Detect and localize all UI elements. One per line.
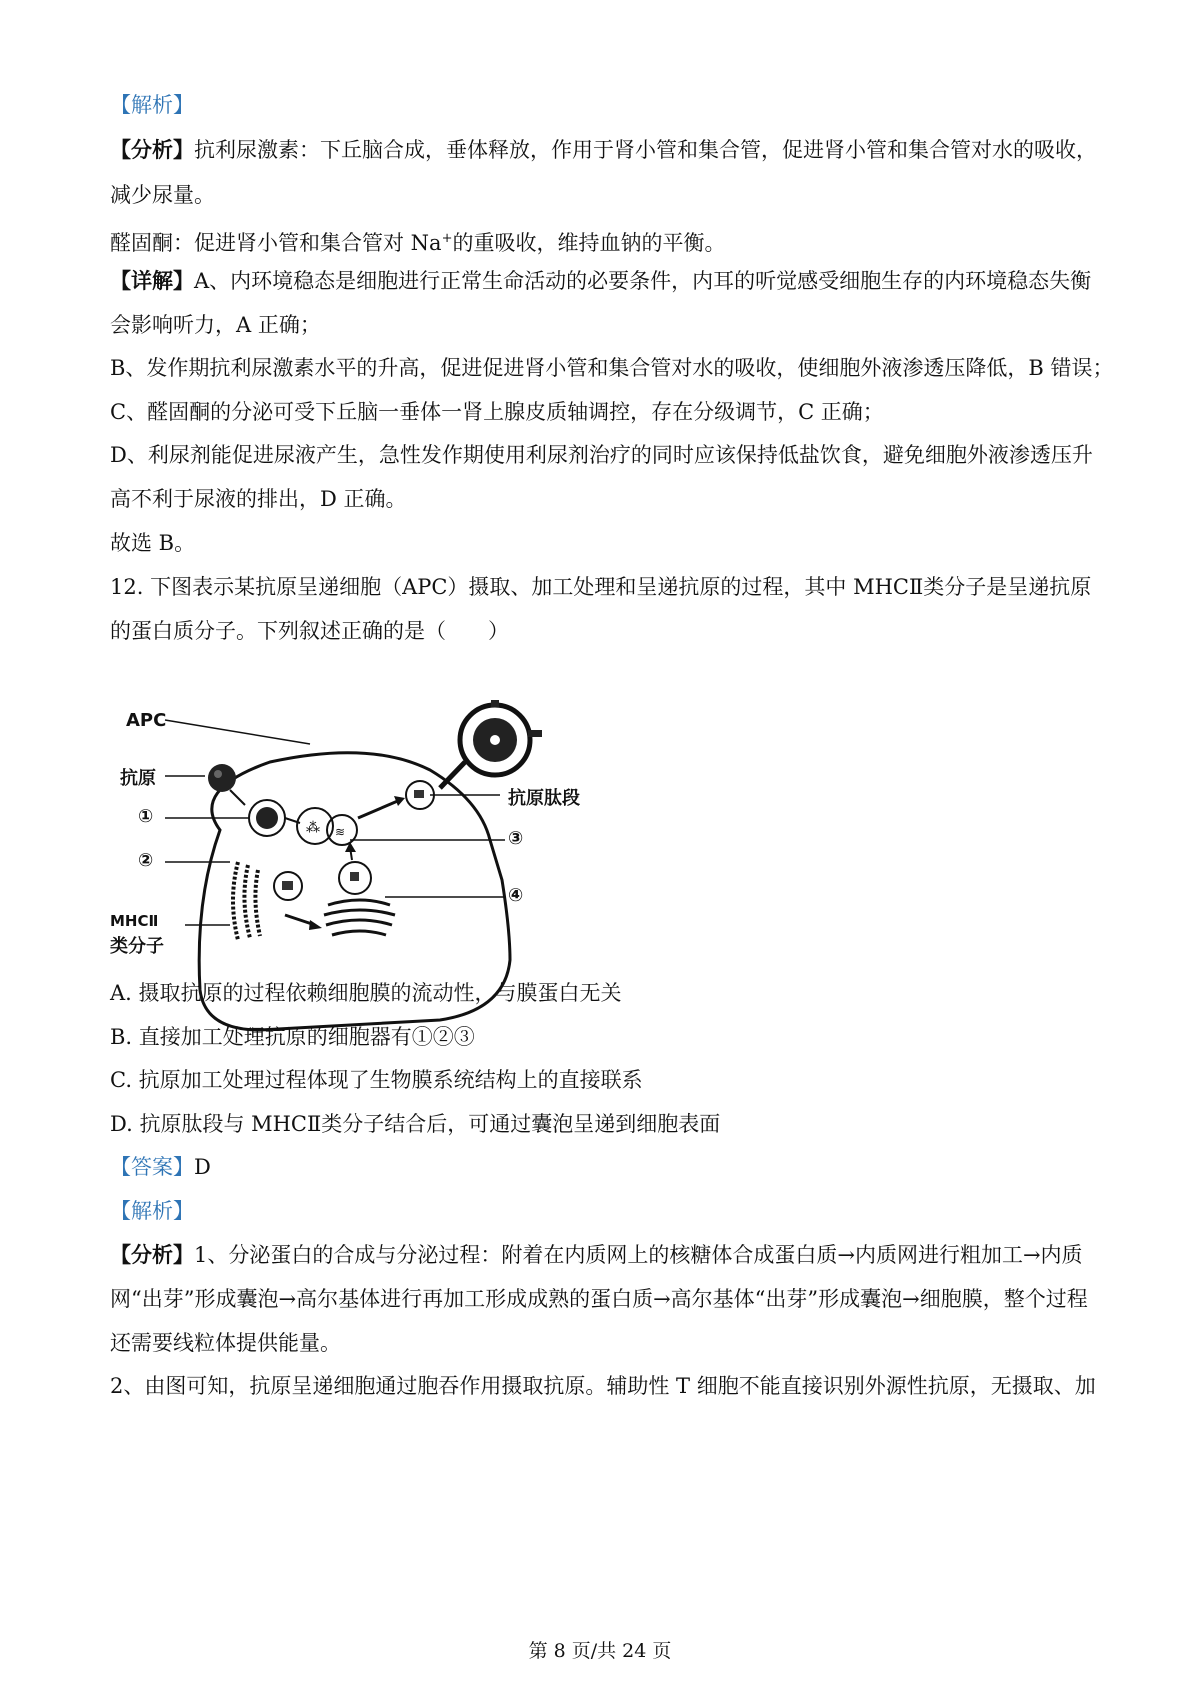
- label-1: ①: [138, 806, 154, 827]
- label-mhc-line2: 类分子: [110, 936, 164, 957]
- superscript: +: [441, 231, 453, 246]
- fenxi-tag: 【分析】: [110, 137, 194, 162]
- fragments: ⁂: [306, 820, 320, 836]
- text-line: 高不利于尿液的排出，D 正确。: [110, 487, 407, 511]
- text-span: A、内环境稳态是细胞进行正常生命活动的必要条件，内耳的听觉感受细胞生存的内环境稳态失衡: [194, 269, 1092, 293]
- text-span: 1、分泌蛋白的合成与分泌过程：附着在内质网上的核糖体合成蛋白质→内质网进行粗加工→内质: [194, 1243, 1083, 1267]
- text-line: 网“出芽”形成囊泡→高尔基体进行再加工形成成熟的蛋白质→高尔基体“出芽”形成囊泡→细胞膜，整个过程: [110, 1287, 1088, 1311]
- label-3: ③: [508, 828, 524, 849]
- golgi-apparatus: [324, 900, 395, 935]
- question-12-line1: 12. 下图表示某抗原呈递细胞（APC）摄取、加工处理和呈递抗原的过程，其中 MHCⅡ类分子是呈递抗原: [110, 575, 1092, 599]
- question-12-line2: 的蛋白质分子。下列叙述正确的是（ ）: [110, 619, 509, 643]
- fragments: ≋: [335, 825, 346, 839]
- analysis-heading-2: [110, 1196, 1100, 1226]
- analysis-tag: 【解析】: [110, 1199, 194, 1223]
- t-cell-center: [490, 735, 500, 745]
- answer-line: [110, 1152, 1100, 1182]
- label-peptide: 抗原肽段: [508, 788, 580, 809]
- arrow: [358, 800, 400, 818]
- text-line: [110, 266, 1100, 296]
- option-b: B. 直接加工处理抗原的细胞器有①②③: [110, 1025, 475, 1049]
- text-line: 2、由图可知，抗原呈递细胞通过胞吞作用摄取抗原。辅助性 T 细胞不能直接识别外源性抗原，无摄取、加: [110, 1374, 1096, 1398]
- text-span: 醛固酮：促进肾小管和集合管对 Na: [110, 231, 442, 255]
- label-4: ④: [508, 885, 524, 906]
- label-2: ②: [138, 850, 154, 871]
- arrowhead: [309, 920, 322, 930]
- answer-value: D: [194, 1155, 211, 1179]
- page-footer: 第 8 页/共 24 页: [528, 1640, 672, 1662]
- option-a: A. 摄取抗原的过程依赖细胞膜的流动性，与膜蛋白无关: [110, 981, 622, 1005]
- text-line: [110, 1240, 1100, 1270]
- option-d: D. 抗原肽段与 MHCⅡ类分子结合后，可通过囊泡呈递到细胞表面: [110, 1112, 721, 1136]
- xiangjie-tag: 【详解】: [110, 268, 194, 293]
- text-span: 的重吸收，维持血钠的平衡。: [452, 231, 726, 255]
- text-line: B、发作期抗利尿激素水平的升高，促进促进肾小管和集合管对水的吸收，使细胞外液渗透压降低，B 错误；: [110, 356, 1114, 380]
- answer-tag: 【答案】: [110, 1155, 194, 1179]
- text-line: [110, 224, 1100, 258]
- mhc-ii: [282, 881, 293, 890]
- mhc-ii: [350, 872, 359, 881]
- text-line: C、醛固酮的分泌可受下丘脑一垂体一肾上腺皮质轴调控，存在分级调节，C 正确；: [110, 400, 884, 424]
- text-line: D、利尿剂能促进尿液产生，急性发作期使用利尿剂治疗的同时应该保持低盐饮食，避免细胞外液渗透压升: [110, 443, 1093, 467]
- peptide-mhc: [414, 790, 424, 798]
- antigen-particle: [208, 764, 236, 792]
- leader-line: [165, 720, 310, 744]
- text-line: 会影响听力，A 正确；: [110, 313, 321, 337]
- analysis-tag: 【解析】: [110, 93, 194, 117]
- text-line: [110, 135, 1100, 165]
- text-span: 抗利尿激素：下丘脑合成，垂体释放，作用于肾小管和集合管，促进肾小管和集合管对水的吸收，: [194, 138, 1097, 162]
- analysis-heading: [110, 90, 1100, 120]
- endoplasmic-reticulum: [233, 862, 260, 940]
- receptor: [491, 700, 499, 707]
- arrow: [230, 790, 245, 805]
- label-apc: APC: [126, 710, 167, 731]
- option-c: C. 抗原加工处理过程体现了生物膜系统结构上的直接联系: [110, 1068, 643, 1092]
- text-line: 故选 B。: [110, 531, 196, 555]
- fenxi-tag: 【分析】: [110, 1242, 194, 1267]
- vesicle-1-content: [256, 807, 278, 829]
- receptor: [528, 730, 542, 737]
- antigen-detail: [214, 770, 222, 778]
- label-antigen: 抗原: [120, 768, 156, 789]
- text-line: 还需要线粒体提供能量。: [110, 1331, 341, 1355]
- text-line: 减少尿量。: [110, 183, 215, 207]
- label-mhc-line1: MHCⅡ: [110, 912, 159, 930]
